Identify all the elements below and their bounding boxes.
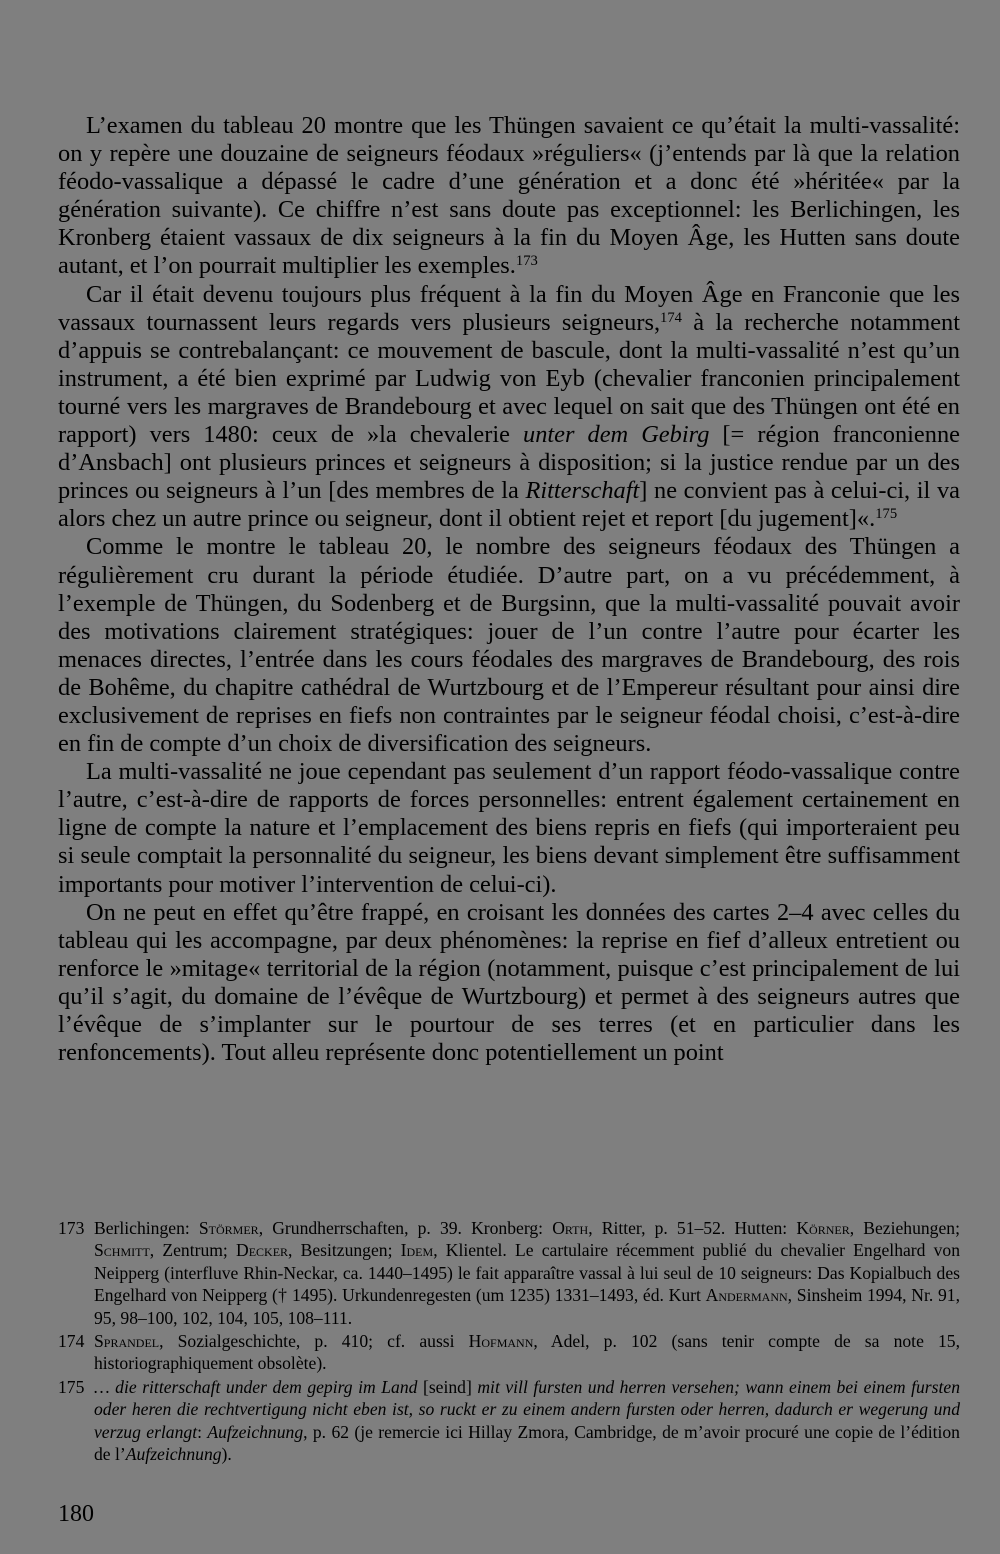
author-name: Orth [552,1218,589,1238]
italic-text: Aufzeichnung [207,1421,304,1442]
footnote-ref: 173 [515,253,538,270]
author-name: Hofmann [468,1331,534,1352]
author-name: Körner [796,1218,850,1238]
italic-text: mit vill fursten und herren versehen; wann einem bei einem fursten oder heren die rechtvertigung nicht eben ist, so ruckt er zu einem andern fursten oder herren, dadurch er wegerung und verzug erlangt [94,1376,960,1442]
body-paragraph: Comme le montre le tableau 20, le nombre des seigneurs féodaux des Thüngen a régulièrement cru durant la période étudiée. D’autre part, on a vu précédemment, à l’exemple de Thüngen, du Sodenberg et de Burgsinn, que la multi-vassalité pouvait avoir des motivations clairement stratégiques: jouer de l’un contre l’autre pour écarter les menaces directes, l’entrée dans les cours féodales des margraves de Brandebourg, des rois de Bohême, du chapitre cathédral de Wurtzbourg et de l’Empereur résultant pour ainsi dire exclusivement de reprises en fiefs non contraintes par le seigneur féodal choisi, c’est-à-dire en fin de compte d’un choix de diversification des seigneurs. [58,533,960,758]
author-name: Sprandel [94,1331,160,1352]
footnote-number: 173 [58,1218,85,1238]
body-paragraph: Car il était devenu toujours plus fréquent à la fin du Moyen Âge en Franconie que les vassaux tournassent leurs regards vers plusieurs seigneurs,$^{174}$ à la recherche notamment d’appuis se contrebalançant: ce mouvement de bascule, dont la multi-vassalité n’est qu’un instrument, a été bien exprimé par Ludwig von Eyb (chevalier franconien principalement tourné vers les margraves de Brandebourg et avec lequel on sait que des Thüngen ont été en rapport) vers 1480: ceux de »la chevalerie unter dem Gebirg [= région franconienne d’Ansbach] ont plusieurs princes et seigneurs à disposition; si la justice rendue par un des princes ou seigneurs à l’un [des membres de la Ritterschaft] ne convient pas à celui-ci, il va alors chez un autre prince ou seigneur, dont il obtient rejet et report [du jugement]«.$^{175}$ [58,280,960,533]
footnotes [58,1217,960,1466]
footnote-text: … die ritterschaft under dem gepirg im Land [seind] mit vill fursten und herren versehen; wann einem bei einem fursten oder heren die rechtvertigung nicht eben ist, so ruckt er zu einem andern fursten oder herren, dadurch er wegerung und verzug erlangt: Aufzeichnung, p. 62 (je remercie ici Hillay Zmora, Cambridge, de m’avoir procuré une copie de l’édition de l’Aufzeichnung). [94,1376,960,1465]
footnote-number: 174 [58,1331,85,1352]
author-name: Störmer [198,1218,259,1238]
main-text [58,112,960,1067]
body-paragraph: On ne peut en effet qu’être frappé, en croisant les données des cartes 2–4 avec celles du tableau qui les accompagne, par deux phénomènes: la reprise en fief d’alleux entretient ou renforce le »mitage« territorial de la région (notamment, puisque c’est principalement de lui qu’il s’agit, du domaine de l’évêque de Wurtzbourg) et permet à des seigneurs autres que l’évêque de s’implanter sur le pourtour de ses terres (et en particulier dans les renfoncements). Tout alleu représente donc potentiellement un point [58,898,960,1067]
footnote [58,1376,960,1466]
footnote-ref: 174 [660,309,682,326]
author-name: Decker [236,1240,289,1261]
footnote-ref: 175 [875,506,898,523]
footnote [58,1330,960,1375]
footnote-text: Sprandel, Sozialgeschichte, p. 410; cf. aussi Hofmann, Adel, p. 102 (sans tenir compte de sa note 15, historiographiquement obsolète). [94,1331,961,1374]
italic-text: … die ritterschaft under dem gepirg im Land [94,1376,423,1397]
author-name: Idem [400,1240,434,1261]
italic-text: Ritterschaft [525,477,640,505]
page-number: 180 [58,1501,94,1527]
footnote-text: Berlichingen: Störmer, Grundherrschaften, p. 39. Kronberg: Orth, Ritter, p. 51–52. Hutten: Körner, Beziehungen; Schmitt, Zentrum; Decker, Besitzungen; Idem, Klientel. Le cartulaire récemment publié du chevalier Engelhard von Neipperg (interfluve Rhin-Neckar, ca. 1440–1495) le fait apparaître vassal à lui seul de 10 seigneurs: Das Kopialbuch des Engelhard von Neipperg († 1495). Urkundenregesten (um 1235) 1331–1493, éd. Kurt Andermann, Sinsheim 1994, Nr. 91, 95, 98–100, 102, 104, 105, 108–111. [94,1218,961,1328]
footnote-number: 175 [58,1376,85,1397]
author-name: Schmitt [94,1240,150,1261]
italic-text: unter dem Gebirg [523,421,710,449]
author-name: Andermann [705,1285,788,1306]
body-paragraph: La multi-vassalité ne joue cependant pas seulement d’un rapport féodo-vassalique contre l’autre, c’est-à-dire de rapports de forces personnelles: entrent également certainement en ligne de compte la nature et l’emplacement des biens repris en fiefs (qui importeraient peu si seule comptait la personnalité du seigneur, les biens devant simplement être suffisamment importants pour motiver l’intervention de celui-ci). [58,758,960,898]
italic-text: Aufzeichnung [125,1444,222,1465]
footnote [58,1217,960,1329]
body-paragraph: L’examen du tableau 20 montre que les Thüngen savaient ce qu’était la multi-vassalité: on y repère une douzaine de seigneurs féodaux »réguliers« (j’entends par là que la relation féodo-vassalique a dépassé le cadre d’une génération et a donc été »héritée« par la génération suivante). Ce chiffre n’est sans doute pas exceptionnel: les Berlichingen, les Kronberg étaient vassaux de dix seigneurs à la fin du Moyen Âge, les Hutten sans doute autant, et l’on pourrait multiplier les exemples.$^{173}$ [58,112,960,280]
